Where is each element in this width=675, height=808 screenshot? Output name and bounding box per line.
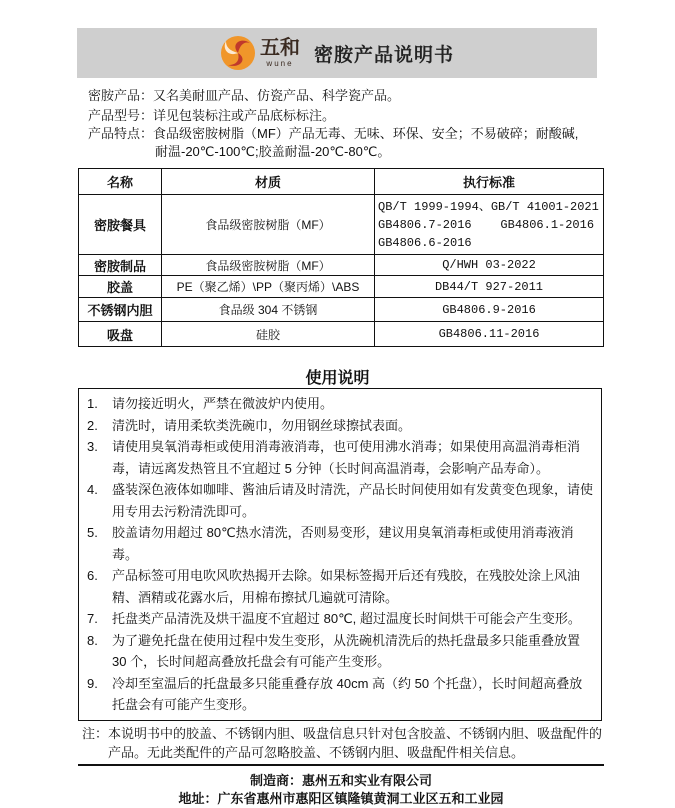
cell-name: 吸盘 — [79, 322, 162, 347]
info-text: 详见包装标注或产品底标标注。 — [153, 108, 336, 123]
item-number: 4. — [87, 482, 98, 497]
list-item — [87, 436, 593, 479]
lower-section — [78, 388, 604, 808]
cell-name: 密胺餐具 — [79, 195, 162, 255]
brand-name: 五和 — [259, 37, 300, 59]
list-item — [87, 673, 593, 716]
item-number: 7. — [87, 611, 98, 626]
col-header-name: 名称 — [79, 169, 162, 195]
note-text: 本说明书中的胶盖、不锈钢内胆、吸盘信息只针对包含胶盖、不锈钢内胆、吸盘配件的产品。无此类配件的产品可忽略胶盖、不锈钢内胆、吸盘配件相关信息。 — [108, 725, 603, 760]
info-label: 密胺产品： — [88, 88, 154, 103]
brand-logo — [220, 35, 300, 71]
info-features-cont: 耐温-20℃-100℃;胶盖耐温-20℃-80℃。 — [155, 144, 391, 159]
table-row — [79, 298, 604, 322]
cell-material: 食品级密胺树脂（MF） — [162, 255, 375, 276]
table-row — [79, 255, 604, 276]
cell-standard: GB4806.11-2016 — [375, 322, 604, 347]
item-text: 胶盖请勿用超过 80℃热水清洗，否则易变形，建议用臭氧消毒柜或使用消毒液消毒。 — [112, 525, 574, 562]
item-text: 请勿接近明火，严禁在微波炉内使用。 — [112, 396, 334, 411]
cell-standard — [375, 195, 604, 255]
item-text: 托盘类产品清洗及烘干温度不宜超过 80℃, 超过温度长时间烘干可能会产生变形。 — [112, 611, 581, 626]
document-header — [77, 28, 597, 78]
info-model — [88, 105, 335, 124]
info-text: 又名美耐皿产品、仿瓷产品、科学瓷产品。 — [153, 88, 401, 103]
cell-material: 硅胶 — [162, 322, 375, 347]
usage-list — [78, 388, 602, 721]
page-title: 密胺产品说明书 — [313, 44, 454, 66]
item-number: 1. — [87, 396, 98, 411]
item-text: 为了避免托盘在使用过程中发生变形，从洗碗机清洗后的热托盘最多只能重叠放置 30 个，长时间超高叠放托盘会有可能产生变形。 — [112, 632, 581, 669]
table-header-row — [79, 169, 604, 195]
standard-line: GB4806.6-2016 — [378, 235, 472, 250]
list-item — [87, 415, 593, 437]
item-text: 清洗时，请用柔软类洗碗巾，勿用钢丝球擦拭表面。 — [112, 417, 412, 433]
list-item — [87, 608, 593, 630]
item-number: 5. — [87, 525, 98, 540]
cell-standard: DB44/T 927-2011 — [375, 276, 604, 298]
item-number: 2. — [87, 417, 98, 433]
list-item — [87, 630, 593, 673]
brand-swirl-icon — [220, 35, 256, 71]
brand-wordmark — [260, 37, 300, 69]
item-number: 9. — [87, 675, 98, 691]
cell-material: PE（聚乙烯）\PP（聚丙烯）\ABS — [162, 276, 375, 298]
address: 地址：广东省惠州市惠阳区镇隆镇黄洞工业区五和工业园 — [178, 790, 504, 806]
manufacturer: 制造商：惠州五和实业有限公司 — [249, 772, 432, 788]
note — [82, 724, 602, 762]
cell-name: 密胺制品 — [79, 255, 162, 276]
list-item — [87, 393, 593, 415]
cell-name: 不锈钢内胆 — [79, 298, 162, 322]
standard-line: QB/T 1999-1994、GB/T 41001-2021 — [378, 199, 599, 214]
cell-name: 胶盖 — [79, 276, 162, 298]
brand-sub: wune — [266, 59, 294, 68]
info-text: 食品级密胺树脂（MF）产品无毒、无味、环保、安全；不易破碎；耐酸碱, — [153, 126, 579, 141]
list-item — [87, 565, 593, 608]
table-row — [79, 322, 604, 347]
item-number: 8. — [87, 632, 98, 648]
table-row — [79, 276, 604, 298]
item-text: 盛装深色液体如咖啡、酱油后请及时清洗，产品长时间使用如有发黄变色现象，请使用专用去污粉清洗即可。 — [112, 482, 594, 519]
info-label: 产品特点： — [88, 126, 154, 141]
item-text: 产品标签可用电吹风吹热揭开去除。如果标签揭开后还有残胶，在残胶处涂上风油精、酒精或花露水后，用棉布擦拭几遍就可清除。 — [112, 568, 581, 605]
divider — [78, 764, 604, 766]
col-header-standard: 执行标准 — [375, 169, 604, 195]
item-text: 冷却至室温后的托盘最多只能重叠存放 40cm 高（约 50 个托盘），长时间超高叠放托盘会有可能产生变形。 — [112, 675, 583, 712]
table-row — [79, 195, 604, 255]
item-number: 3. — [87, 439, 98, 454]
cell-material: 食品级密胺树脂（MF） — [162, 195, 375, 255]
item-text: 请使用臭氧消毒柜或使用消毒液消毒，也可使用沸水消毒；如果使用高温消毒柜消毒，请远离发热管且不宜超过 5 分钟（长时间高温消毒，会影响产品寿命）。 — [112, 439, 581, 476]
usage-title: 使用说明 — [305, 370, 370, 387]
cell-material: 食品级 304 不锈钢 — [162, 298, 375, 322]
cell-standard: GB4806.9-2016 — [375, 298, 604, 322]
list-item — [87, 522, 593, 565]
note-label: 注： — [82, 725, 109, 741]
spec-table — [78, 168, 604, 347]
standard-line: GB4806.7-2016 GB4806.1-2016 — [378, 217, 595, 232]
item-number: 6. — [87, 568, 98, 583]
info-features — [88, 123, 578, 142]
info-label: 产品型号： — [88, 108, 154, 123]
info-product — [88, 85, 400, 104]
list-item — [87, 479, 593, 522]
col-header-material: 材质 — [162, 169, 375, 195]
cell-standard: Q/HWH 03-2022 — [375, 255, 604, 276]
